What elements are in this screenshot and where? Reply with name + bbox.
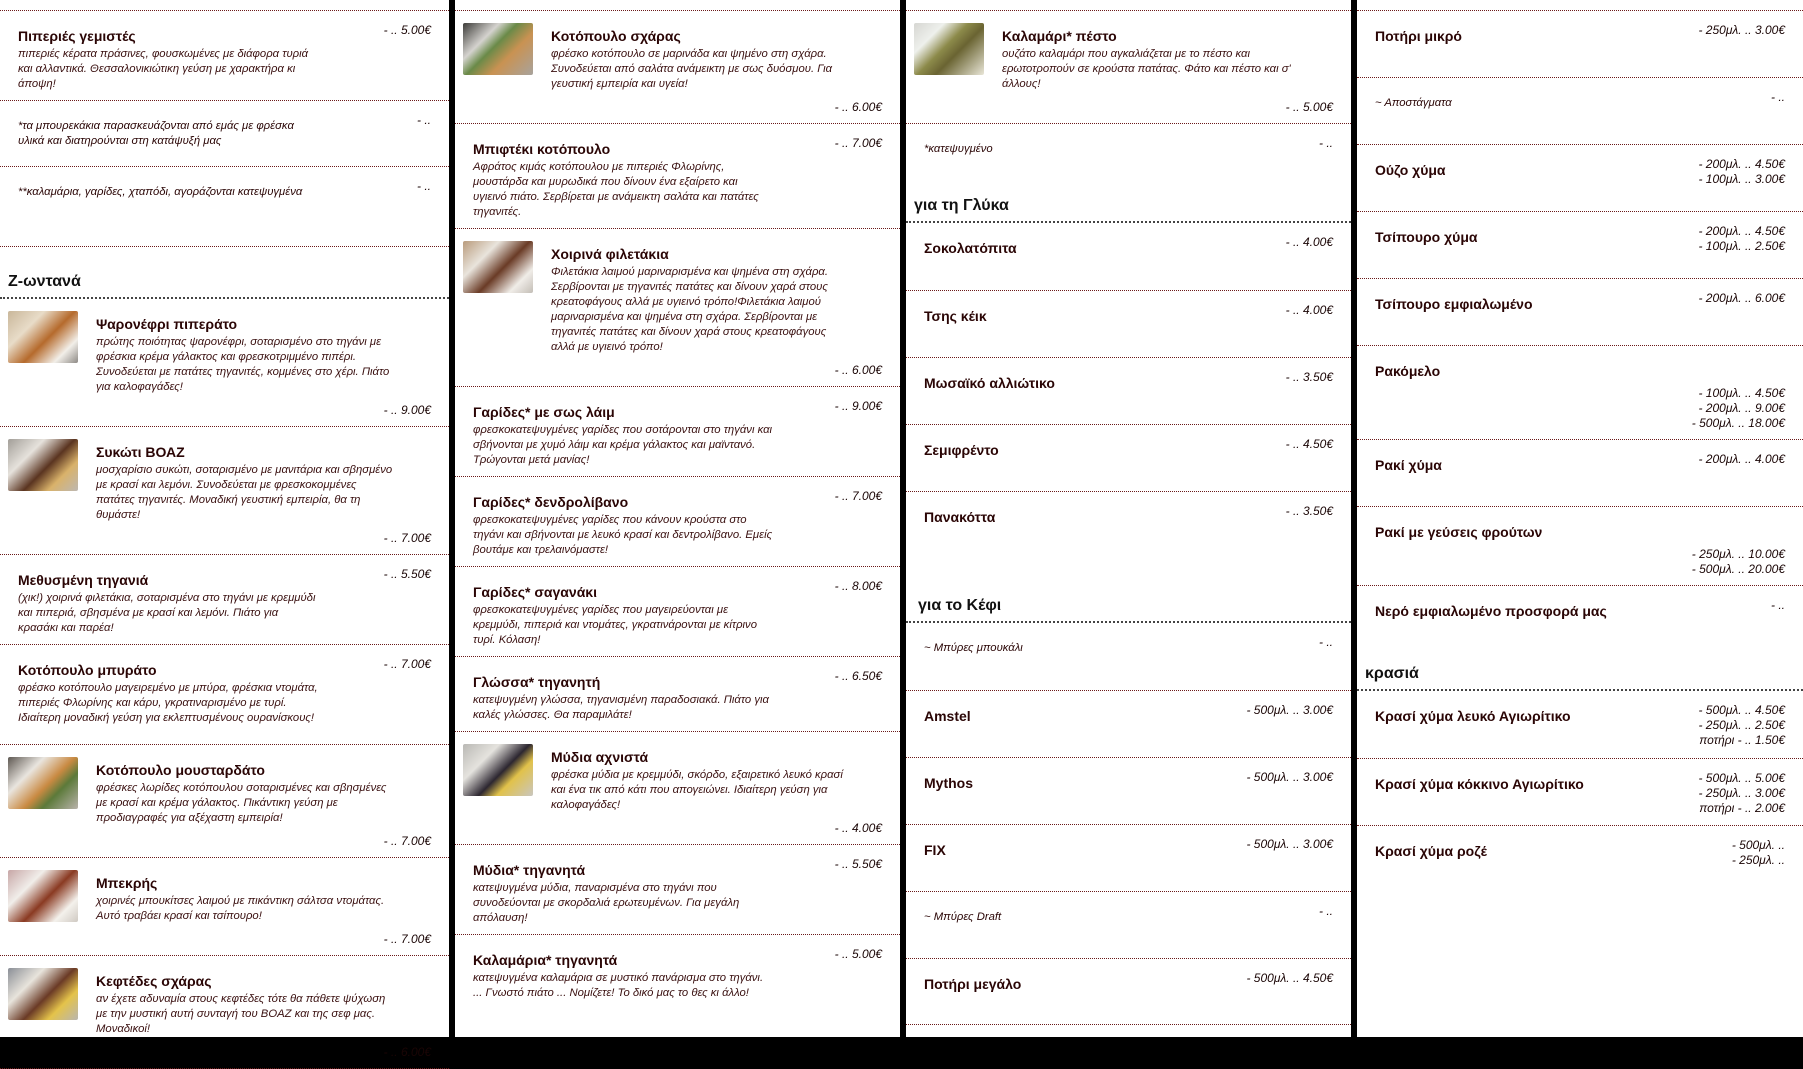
item-name: Ρακόμελο [1375, 363, 1441, 379]
item-name: Κοτόπουλο σχάρας [551, 28, 681, 44]
item-name: Mythos [924, 775, 973, 791]
item-name: Κοτόπουλο μπυράτο [18, 662, 157, 678]
item-name: Χοιρινά φιλετάκια [551, 246, 669, 262]
menu-item [906, 290, 1351, 357]
item-name: Ποτήρι μεγάλο [924, 976, 1022, 992]
item-price: - .. 7.00€ [383, 531, 431, 545]
item-name: Μπεκρής [96, 875, 158, 891]
item-prices: - 200μλ. .. 4.50€ - 100μλ. .. 2.50€ [1698, 224, 1785, 253]
menu-item [0, 857, 449, 955]
item-prices: - 500μλ. .. 4.50€ - 250μλ. .. 2.50€ ποτήρι - .. 1.50€ [1698, 703, 1785, 747]
menu-item [1357, 345, 1803, 439]
item-price: - .. 7.00€ [834, 136, 882, 150]
item-description: κατεψυγμένα μύδια, παναρισμένα στο τηγάνι που συνοδεύονται με σκορδαλιά ερωτευμένων. Για μεγάλη απόλαυση! [473, 882, 740, 924]
item-price: - .. [1771, 598, 1785, 612]
item-price: - .. 5.50€ [834, 857, 882, 871]
item-name: Μωσαϊκό αλλιώτικο [924, 375, 1055, 391]
item-price: - .. 5.00€ [383, 23, 431, 37]
item-price: - .. 5.50€ [383, 567, 431, 581]
section-heading-zontana: Z-ωντανά [0, 246, 449, 299]
menu-item [906, 824, 1351, 891]
item-price: - .. 6.50€ [834, 669, 882, 683]
section-heading-sweets: για τη Γλύκα [906, 187, 1351, 223]
menu-note [1357, 77, 1803, 144]
note-text: ~ Μπύρες Draft [924, 911, 1002, 923]
menu-item [0, 744, 449, 857]
item-name: Γαρίδες* σαγανάκι [473, 584, 597, 600]
item-prices: - 250μλ. .. 10.00€ - 500μλ. .. 20.00€ [1691, 547, 1785, 576]
menu-item [906, 958, 1351, 1025]
item-description: αν έχετε αδυναμία στους κεφτέδες τότε θα πάθετε ψύχωση με την μυστική αυτή συνταγή του BOAZ και της σεφ μας. Μοναδικοί! [96, 993, 386, 1035]
item-price: - .. 5.00€ [1285, 100, 1333, 114]
item-price: - .. [417, 113, 431, 127]
item-name: Καλαμάρι* πέστο [1002, 28, 1117, 44]
item-name: FIX [924, 842, 946, 858]
menu-note [0, 100, 449, 166]
item-prices: - 500μλ. .. 5.00€ - 250μλ. .. 3.00€ ποτήρι - .. 2.00€ [1698, 771, 1785, 815]
item-price: - .. 9.00€ [834, 399, 882, 413]
item-price: - .. 4.50€ [1285, 437, 1333, 451]
item-description: ουζάτο καλαμάρι που αγκαλιάζεται με το πέστο και ερωτοτροπούν σε κρούστα πατάτας. Φάτο και πέστο και σ' άλλους! [1002, 48, 1291, 90]
item-description: φρεσκοκατεψυγμένες γαρίδες που κάνουν κρούστα στο τηγάνι και σβήνονται με λευκό κρασί και δεντρολίβανο. Εμείς βουτάμε και τρελαινόμαστε! [473, 514, 773, 556]
menu-note [906, 623, 1351, 690]
item-name: Ούζο χύμα [1375, 162, 1446, 178]
item-price: - .. [1319, 136, 1333, 150]
item-name: Τσης κέικ [924, 308, 987, 324]
item-price: - 500μλ. .. 4.50€ [1246, 971, 1333, 985]
item-name: Πανακόττα [924, 509, 996, 525]
item-name: Κρασί χύμα κόκκινο Αγιωρίτικο [1375, 776, 1584, 792]
item-prices: - 200μλ. .. 4.50€ - 100μλ. .. 3.00€ [1698, 157, 1785, 186]
note-text: ~ Αποστάγματα [1375, 97, 1452, 109]
menu-item [455, 10, 900, 123]
menu-item [455, 934, 900, 1018]
item-description: Αφράτος κιμάς κοτόπουλου με πιπεριές Φλωρίνης, μουστάρδα και μυρωδικά που δίνουν ένα εξαίρετο και υγιεινό πιάτο. Σερβίρεται με ανάμεικτη σαλάτα και πατάτες τηγανιτές. [473, 161, 759, 218]
menu-item [0, 955, 449, 1069]
menu-item [906, 357, 1351, 424]
item-name: Τσίπουρο εμφιαλωμένο [1375, 296, 1533, 312]
menu-item [1357, 506, 1803, 585]
food-photo [8, 968, 78, 1020]
menu-item [906, 690, 1351, 757]
item-description: (χικ!) χοιρινά φιλετάκια, σοταρισμένα στο τηγάνι με κρεμμύδι και πιπεριά, σβησμένα με κρασί και λεμόνι. Πιάτο για κρασάκι και παρέα! [18, 592, 316, 634]
item-price: - .. 3.50€ [1285, 370, 1333, 384]
menu-item [1357, 691, 1803, 758]
section-heading-drinks: για το Κέφι [906, 571, 1351, 623]
menu-column-2[interactable] [455, 0, 900, 1037]
menu-item [906, 10, 1351, 123]
menu-item [455, 228, 900, 386]
item-description: πρώτης ποιότητας ψαρονέφρι, σοταρισμένο στο τηγάνι με φρέσκια κρέμα γάλακτος και φρεσκοτριμμένο πιπέρι. Συνοδεύεται με πατάτες τηγανιτές, κομμένες στο χέρι. Πιάτο για καλοφαγάδες! [96, 336, 390, 393]
menu-item [1357, 10, 1803, 77]
item-price: - .. 4.00€ [1285, 235, 1333, 249]
item-price: - .. 5.00€ [834, 947, 882, 961]
note-text: *τα μπουρεκάκια παρασκευάζονται από εμάς με φρέσκα υλικά και διατηρούνται στη κατάψυξή μας [18, 120, 294, 147]
item-name: Ποτήρι μικρό [1375, 28, 1462, 44]
item-name: Κοτόπουλο μουσταρδάτο [96, 762, 265, 778]
menu-item [455, 731, 900, 844]
note-text: ~ Μπύρες μπουκάλι [924, 642, 1023, 654]
item-price: - 250μλ. .. 3.00€ [1698, 23, 1785, 37]
menu-item [1357, 825, 1803, 892]
item-price: - 500μλ. .. 3.00€ [1246, 703, 1333, 717]
item-description: πιπεριές κέρατα πράσινες, φουσκωμένες με διάφορα τυριά και αλλαντικά. Θεσσαλονικιώτικη γεύση με χαρακτήρα κι άποψη! [18, 48, 309, 90]
item-price: - .. 6.00€ [834, 100, 882, 114]
menu-item [0, 426, 449, 554]
food-photo [463, 23, 533, 75]
item-price: - .. 9.00€ [383, 403, 431, 417]
food-photo [8, 439, 78, 491]
menu-note [906, 123, 1351, 187]
item-description: φρεσκοκατεψυγμένες γαρίδες που μαγειρεύονται με κρεμμύδι, πιπεριά και ντομάτες, γκρατινάρονται με κίτρινο τυρί. Κόλαση! [473, 604, 757, 646]
menu-item [906, 424, 1351, 491]
menu-item [0, 644, 449, 744]
menu-item [1357, 758, 1803, 825]
item-name: Γλώσσα* τηγανητή [473, 674, 601, 690]
item-name: Πιπεριές γεμιστές [18, 28, 136, 44]
item-description: κατεψυγμένη γλώσσα, τηγανισμένη παραδοσιακά. Πιάτο για καλές γλώσσες. Θα παραμιλάτε! [473, 694, 769, 721]
item-name: Κρασί χύμα ροζέ [1375, 843, 1487, 859]
item-price: - .. [417, 179, 431, 193]
menu-item [906, 223, 1351, 290]
section-heading-wines: κρασιά [1357, 655, 1803, 691]
food-photo [463, 241, 533, 293]
item-name: Κεφτέδες σχάρας [96, 973, 212, 989]
item-price: - .. 7.00€ [383, 657, 431, 671]
menu-column-4[interactable] [1357, 0, 1803, 1037]
item-name: Ρακί χύμα [1375, 457, 1442, 473]
menu-column-3[interactable] [906, 0, 1351, 1037]
item-price: - .. [1771, 90, 1785, 104]
menu-item [455, 656, 900, 731]
menu-item [0, 299, 449, 426]
item-name: Ρακί με γεύσεις φρούτων [1375, 524, 1543, 540]
item-description: φρέσκες λωρίδες κοτόπουλου σοταρισμένες και σβησμένες με κρασί και κρέμα γάλακτος. Πικάντικη γεύση με προδιαγραφές για αξέχαστη εμπειρία! [96, 782, 387, 824]
item-price: - .. 3.50€ [1285, 504, 1333, 518]
item-price: - .. [1319, 635, 1333, 649]
menu-item [906, 757, 1351, 824]
menu-item [1357, 211, 1803, 278]
menu-item [455, 566, 900, 656]
item-name: Μπιφτέκι κοτόπουλο [473, 141, 611, 157]
menu-column-1[interactable] [0, 0, 449, 1059]
note-text: *κατεψυγμένο [924, 143, 993, 155]
menu-item [0, 10, 449, 100]
menu-item [455, 123, 900, 228]
menu-item [0, 554, 449, 644]
item-description: φρεσκοκατεψυγμένες γαρίδες που σοτάρονται στο τηγάνι και σβήνονται με χυμό λάιμ και κρέμα γάλακτος και μαϊντανό. Τρώγονται μετά μανίας! [473, 424, 773, 466]
item-price: - 500μλ. .. 3.00€ [1246, 837, 1333, 851]
item-description: χοιρινές μπουκίτσες λαιμού με πικάντικη σάλτσα ντομάτας. Αυτό τραβάει κρασί και τσίπουρο! [96, 895, 385, 922]
menu-item [1357, 278, 1803, 345]
item-price: - .. 7.00€ [383, 834, 431, 848]
menu-item [455, 386, 900, 476]
item-name: Καλαμάρια* τηγανητά [473, 952, 618, 968]
note-text: **καλαμάρια, γαρίδες, χταπόδι, αγοράζονται κατεψυγμένα [18, 186, 303, 198]
menu-item [906, 491, 1351, 571]
item-price: - .. 4.00€ [834, 821, 882, 835]
item-price: - .. 7.00€ [834, 489, 882, 503]
item-price: - .. 8.00€ [834, 579, 882, 593]
menu-item [1357, 585, 1803, 655]
menu-item [1357, 144, 1803, 211]
item-price: - .. [1319, 904, 1333, 918]
item-price: - .. 4.00€ [1285, 303, 1333, 317]
item-description: φρέσκα μύδια με κρεμμύδι, σκόρδο, εξαιρετικό λευκό κρασί και ένα τικ από κάτι που απογειώνει. Ιδιαίτερη γεύση για καλοφαγάδες! [551, 769, 843, 811]
item-name: Μύδια αχνιστά [551, 749, 649, 765]
item-price: - 200μλ. .. 6.00€ [1698, 291, 1785, 305]
item-description: Φιλετάκια λαιμού μαριναρισμένα και ψημένα στη σχάρα. Σερβίρονται με τηγανιτές πατάτες και δίνουν χαρά στους κρεατοφάγους αλλά με υγιεινό τρόπο!Φιλετάκια λαιμού μαριναρισμένα και ψημένα στη σχάρα. Σερβίρονται με τηγανιτές πατάτες και δίνουν χαρά στους κρεατοφάγους αλλά με υγιεινό τρόπο! [551, 266, 828, 353]
menu-note [906, 891, 1351, 958]
item-price: - .. 6.00€ [834, 363, 882, 377]
item-name: Μεθυσμένη τηγανιά [18, 572, 149, 588]
menu-item [455, 476, 900, 566]
item-name: Σοκολατόπιτα [924, 240, 1017, 256]
menu-item [1357, 439, 1803, 506]
item-price: - 500μλ. .. 3.00€ [1246, 770, 1333, 784]
item-name: Μύδια* τηγανητά [473, 862, 586, 878]
item-description: φρέσκο κοτόπουλο μαγειρεμένο με μπύρα, φρέσκια ντομάτα, πιπεριές Φλωρίνης και κάρυ, γκρατιναρισμένο με τυρί. Ιδιαίτερη μοναδική γεύση για εκλεπτυσμένους ουρανίσκους! [18, 682, 318, 724]
item-name: Ψαρονέφρι πιπεράτο [96, 316, 238, 332]
food-photo [8, 870, 78, 922]
food-photo [8, 311, 78, 363]
item-name: Γαρίδες* με σως λάιμ [473, 404, 615, 420]
item-name: Amstel [924, 708, 971, 724]
item-description: κατεψυγμένα καλαμάρια σε μυστικό πανάρισμα στο τηγάνι. ... Γνωστό πιάτο ... Νομίζετε! Το δικό μας το θες κι άλλο! [473, 972, 764, 999]
menu-item [455, 844, 900, 934]
item-name: Συκώτι ΒΟΑΖ [96, 444, 185, 460]
menu-note [0, 166, 449, 246]
food-photo [463, 744, 533, 796]
item-price: - .. 7.00€ [383, 932, 431, 946]
food-photo [914, 23, 984, 75]
item-name: Τσίπουρο χύμα [1375, 229, 1478, 245]
item-name: Σεμιφρέντο [924, 442, 999, 458]
item-prices: - 500μλ. .. - 250μλ. .. [1731, 838, 1785, 867]
item-name: Νερό εμφιαλωμένο προσφορά μας [1375, 603, 1607, 619]
item-description: φρέσκο κοτόπουλο σε μαρινάδα και ψημένο στη σχάρα. Συνοδεύεται από σαλάτα ανάμεικτη με σως δυόσμου. Για γευστική εμπειρία και υγεία! [551, 48, 833, 90]
item-prices: - 100μλ. .. 4.50€ - 200μλ. .. 9.00€ - 500μλ. .. 18.00€ [1691, 386, 1785, 430]
item-price: - 200μλ. .. 4.00€ [1698, 452, 1785, 466]
item-name: Γαρίδες* δενδρολίβανο [473, 494, 629, 510]
food-photo [8, 757, 78, 809]
item-description: μοσχαρίσιο συκώτι, σοταρισμένο με μανιτάρια και σβησμένο με κρασί και λεμόνι. Συνοδεύεται με φρεσκοκομμένες πατάτες τηγανιτές. Μοναδική γευστική εμπειρία, θα τη θυμάστε! [96, 464, 393, 521]
item-name: Κρασί χύμα λευκό Αγιωρίτικο [1375, 708, 1571, 724]
item-price: - .. 6.00€ [383, 1045, 431, 1059]
